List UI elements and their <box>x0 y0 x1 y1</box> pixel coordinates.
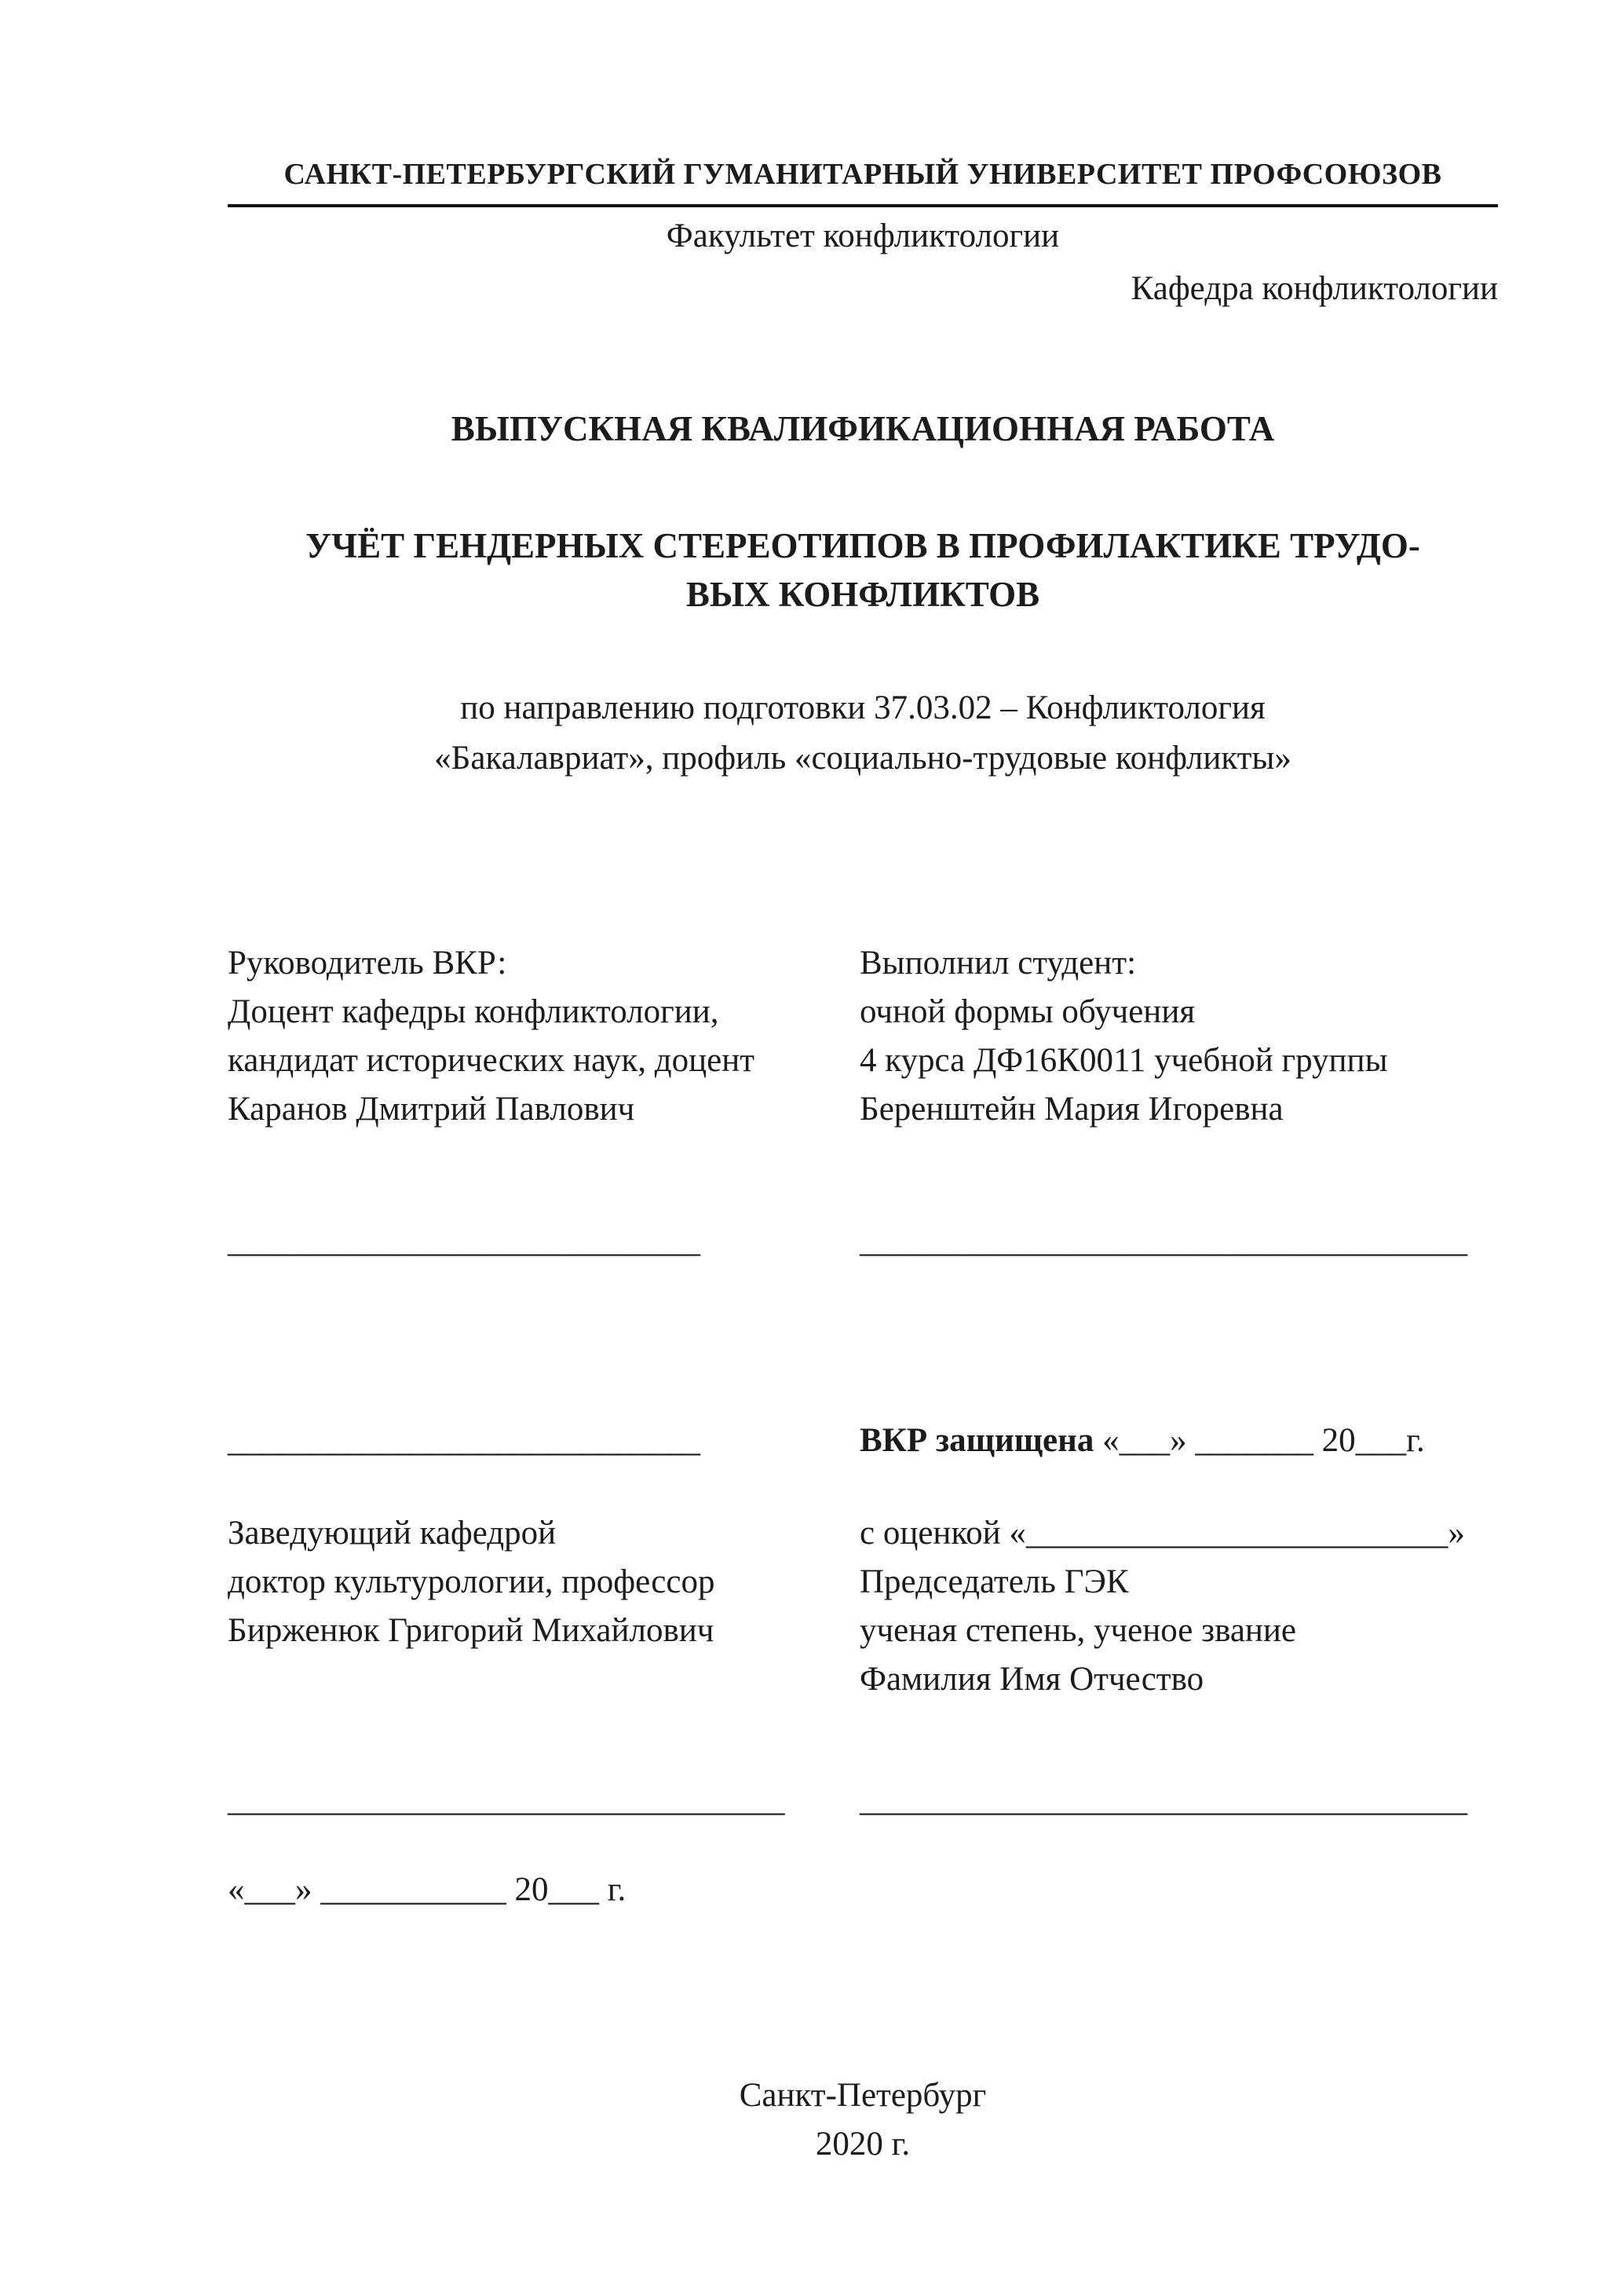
defense-status-blanks: «___» _______ 20___г. <box>1094 1422 1425 1459</box>
program-info <box>228 683 1498 784</box>
people-block <box>228 939 1498 1134</box>
defense-row <box>228 1417 1498 1465</box>
year-label: 2020 г. <box>815 2126 911 2163</box>
supervisor-role: Руководитель ВКР: <box>228 945 507 982</box>
supervisor-block <box>228 939 813 1134</box>
committee-chair-role: Председатель ГЭК <box>860 1563 1129 1600</box>
department-head-block <box>228 1509 813 1655</box>
department-head-role: Заведующий кафедрой <box>228 1515 557 1552</box>
department-head-degree: доктор культурологии, профессор <box>228 1563 715 1600</box>
student-group: 4 курса ДФ16К0011 учебной группы <box>860 1042 1388 1079</box>
defense-status-line <box>860 1417 1498 1465</box>
header-rule <box>228 204 1498 207</box>
committee-block <box>860 1509 1498 1704</box>
footer-block <box>228 2071 1498 2169</box>
student-name: Беренштейн Мария Игоревна <box>860 1091 1284 1128</box>
department-head-name: Бирженюк Григорий Михайлович <box>228 1612 714 1649</box>
thesis-title <box>228 521 1498 619</box>
student-study-form: очной формы обучения <box>860 993 1196 1030</box>
student-signature-line: ____________________________________ <box>860 1223 1467 1260</box>
work-type-heading: ВЫПУСКНАЯ КВАЛИФИКАЦИОННАЯ РАБОТА <box>451 409 1275 448</box>
supervisor-degree: кандидат исторических наук, доцент <box>228 1042 755 1079</box>
signature-row-1 <box>228 1217 1498 1266</box>
head-signature-line-top: ____________________________ <box>228 1422 700 1459</box>
student-role: Выполнил студент: <box>860 945 1137 982</box>
grade-line: с оценкой «_________________________» <box>860 1515 1465 1552</box>
committee-chair-name: Фамилия Имя Отчество <box>860 1661 1204 1698</box>
student-block <box>860 939 1498 1134</box>
department-name: Кафедра конфликтологии <box>1131 270 1498 307</box>
committee-chair-degree: ученая степень, ученое звание <box>860 1612 1297 1649</box>
committee-chair-signature-line: ____________________________________ <box>860 1782 1467 1819</box>
supervisor-position: Доцент кафедры конфликтологии, <box>228 993 719 1030</box>
thesis-title-line-1: УЧЁТ ГЕНДЕРНЫХ СТЕРЕОТИПОВ В ПРОФИЛАКТИКЕ ТРУДО- <box>305 526 1420 565</box>
supervisor-name: Каранов Дмитрий Павлович <box>228 1091 635 1128</box>
signature-row-2 <box>228 1776 1498 1825</box>
page-content <box>228 157 1498 2169</box>
department-head-signature-line: _________________________________ <box>228 1782 785 1819</box>
faculty-name: Факультет конфликтологии <box>666 218 1060 254</box>
city-label: Санкт-Петербург <box>739 2077 987 2114</box>
officials-block <box>228 1509 1498 1704</box>
university-name: САНКТ-ПЕТЕРБУРГСКИЙ ГУМАНИТАРНЫЙ УНИВЕРСИТЕТ ПРОФСОЮЗОВ <box>283 158 1442 191</box>
defense-status-label: ВКР защищена <box>860 1422 1094 1459</box>
program-line-2: «Бакалавриат», профиль «социально-трудовые конфликты» <box>434 740 1291 777</box>
program-line-1: по направлению подготовки 37.03.02 – Конфликтология <box>460 689 1266 726</box>
date-row <box>228 1866 1498 1914</box>
date-blank-line: «___» ___________ 20___ г. <box>228 1871 627 1908</box>
thesis-title-line-2: ВЫХ КОНФЛИКТОВ <box>685 575 1040 614</box>
supervisor-signature-line: ____________________________ <box>228 1223 700 1260</box>
